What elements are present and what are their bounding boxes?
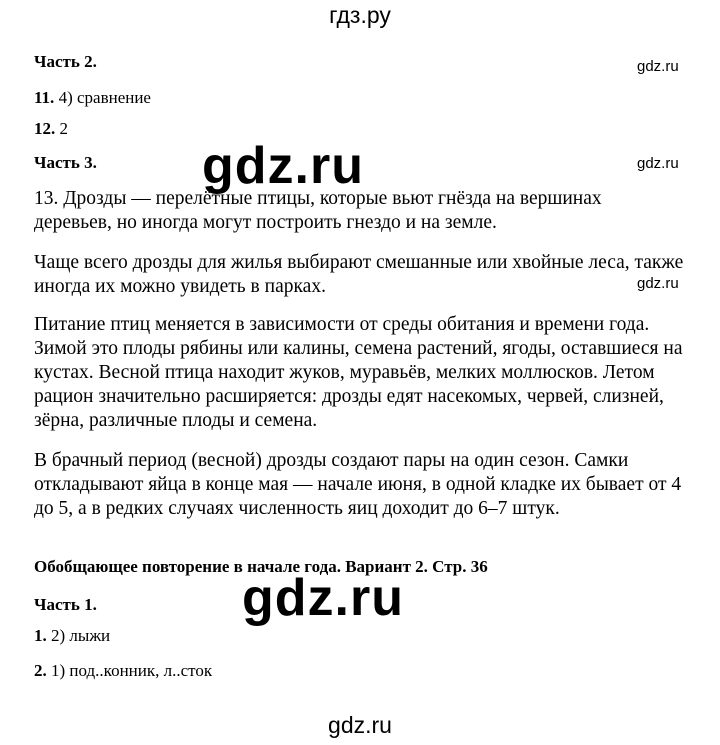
answer-12-number: 12.: [34, 119, 56, 138]
text-line: рацион значительно расширяется: дрозды едят насекомых, червей, слизней,: [34, 386, 664, 407]
answer-1-number: 1.: [34, 626, 47, 645]
answer-2: [34, 661, 212, 681]
text-line: Чаще всего дрозды для жилья выбирают смешанные или хвойные леса, также: [34, 252, 684, 273]
text-line: Питание птиц меняется в зависимости от среды обитания и времени года.: [34, 314, 650, 335]
watermark-small: gdz.ru: [637, 275, 679, 292]
answer-12-text: 2: [59, 119, 68, 138]
answer-12: [34, 119, 68, 139]
text-line: кустах. Весной птица находит жуков, муравьёв, мелких моллюсков. Летом: [34, 362, 655, 383]
section-title: Обобщающее повторение в начале года. Вариант 2. Стр. 36: [34, 557, 488, 576]
text-line: до 5, а в редких случаях численность яиц доходит до 6–7 штук.: [34, 498, 560, 519]
part1-heading: Часть 1.: [34, 595, 97, 614]
watermark-big: gdz.ru: [202, 137, 364, 195]
watermark-small: gdz.ru: [637, 58, 679, 75]
text-line: деревьев, но иногда могут построить гнездо и на земле.: [34, 212, 497, 233]
text-line: зёрна, различные плоды и семена.: [34, 410, 318, 431]
answer-11: [34, 88, 151, 108]
paragraph-2: [34, 251, 704, 299]
paragraph-1: [34, 187, 704, 235]
text-line: иногда их можно увидеть в парках.: [34, 276, 326, 297]
part2-heading: Часть 2.: [34, 52, 97, 71]
site-header: гдз.ру: [329, 2, 391, 28]
paragraph-3: [34, 313, 704, 433]
answer-2-text: 1) под..конник, л..сток: [51, 661, 213, 680]
text-line: Зимой это плоды рябины или калины, семена растений, ягоды, оставшиеся на: [34, 338, 683, 359]
text-line: В брачный период (весной) дрозды создают пары на один сезон. Самки: [34, 450, 629, 471]
text-line: откладывают яйца в конце мая — начале июня, в одной кладке их бывает от 4: [34, 474, 682, 495]
watermark-small: gdz.ru: [637, 155, 679, 172]
answer-11-number: 11.: [34, 88, 55, 107]
answer-2-number: 2.: [34, 661, 47, 680]
text-line: 13. Дрозды — перелётные птицы, которые вьют гнёзда на вершинах: [34, 188, 602, 209]
watermark-big: gdz.ru: [242, 569, 404, 627]
answer-1-text: 2) лыжи: [51, 626, 111, 645]
answer-11-text: 4) сравнение: [58, 88, 151, 107]
site-footer: gdz.ru: [328, 712, 392, 738]
paragraph-4: [34, 449, 704, 521]
part3-heading: Часть 3.: [34, 153, 97, 172]
answer-1: [34, 626, 110, 646]
